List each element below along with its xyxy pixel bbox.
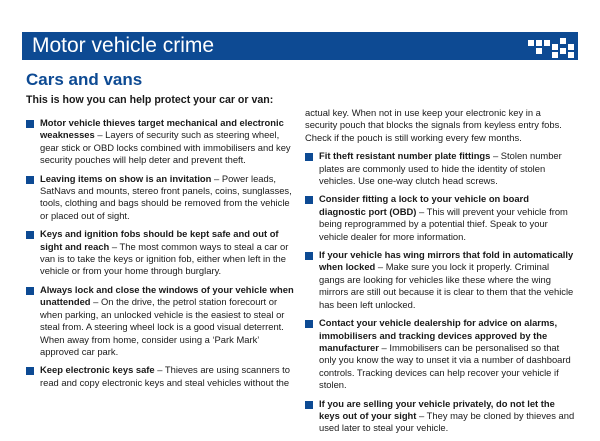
item-text: – Thieves are using scanners to read and copy electronic keys and steal vehicles without the	[40, 364, 290, 388]
bullet-square-icon	[26, 176, 34, 184]
item-text: – Stolen number plates are commonly used to hide the identity of stolen vehicles. Use one-way clutch head screws.	[319, 150, 562, 187]
bullet-square-icon	[305, 252, 313, 260]
continued-text: actual key. When not in use keep your electronic key in a security pouch that blocks the signals from keyless entry fobs. Check if the pouch is still working every few months.	[305, 107, 562, 143]
intro-text: This is how you can help protect your car or van:	[26, 94, 274, 106]
item-heading: Motor vehicle thieves target mechanical and electronic weaknesses	[40, 117, 284, 141]
item-text: – On the drive, the petrol station forecourt or when parking, an unlocked vehicle is the easiest to steal or steal from. A steering wheel lock is a good visual deterrent. When away from home, consider using a ‘Park Mark’ approved car park.	[40, 296, 285, 357]
header-banner	[22, 32, 578, 60]
item-text: – Power leads, SatNavs and mounts, stereo front panels, coins, sunglasses, tools, clothing and bags should be removed from the vehicle or placed out of sight.	[40, 172, 292, 221]
list-item	[305, 317, 575, 391]
item-text: – This will prevent your vehicle from being reprogrammed by a potential thief. Speak to your vehicle dealer for more information.	[319, 205, 568, 242]
item-text: – Immobilisers can be personalised so that only you know the way to unset it via a number of dashboard controls. Tracking devices can help recover your vehicle if stolen.	[319, 341, 571, 391]
bullet-square-icon	[305, 320, 313, 328]
bullet-square-icon	[26, 367, 34, 375]
item-text: – They may be cloned by thieves and used later to steal your vehicle.	[319, 409, 575, 434]
left-column	[26, 117, 296, 395]
item-heading: Leaving items on show is an invitation	[40, 172, 212, 184]
item-text: – The most common ways to steal a car or van is to take the keys or ignition fob, either when left in the vehicle or from your home through burglary.	[40, 240, 289, 277]
item-text: – Make sure you lock it properly. Criminal gangs are looking for vehicles like these where the wing mirrors are still out because it is clear to them that the vehicle has been left unlocked.	[319, 261, 574, 310]
item-heading: If your vehicle has wing mirrors that fold in automatically when locked	[319, 249, 574, 273]
list-item	[305, 398, 575, 435]
bullet-square-icon	[26, 120, 34, 128]
list-item	[305, 193, 575, 243]
item-heading: Fit theft resistant number plate fittings	[319, 150, 491, 162]
item-heading: Keys and ignition fobs should be kept safe and out of sight and reach	[40, 228, 279, 252]
item-text: – Layers of security such as steering wheel, gear stick or OBD locks combined with immobilisers and key security pouches will help deter and prevent theft.	[40, 129, 291, 166]
item-heading: Consider fitting a lock to your vehicle on board diagnostic port (OBD)	[319, 193, 529, 217]
list-item	[305, 150, 575, 187]
bullet-square-icon	[26, 231, 34, 239]
list-item	[26, 117, 296, 167]
item-heading: Keep electronic keys safe	[40, 364, 155, 376]
right-column	[305, 107, 575, 441]
page-title: Motor vehicle crime	[32, 34, 215, 57]
item-heading: If you are selling your vehicle privately, do not let the keys out of your sight	[319, 397, 555, 421]
list-item	[26, 228, 296, 278]
list-item	[26, 364, 296, 389]
item-heading: Always lock and close the windows of your vehicle when unattended	[40, 283, 294, 308]
bullet-square-icon	[305, 196, 313, 204]
bullet-square-icon	[26, 287, 34, 295]
list-item	[26, 173, 296, 223]
section-title: Cars and vans	[26, 70, 143, 89]
list-item	[305, 249, 575, 311]
list-item	[26, 284, 296, 358]
item-heading: Contact your vehicle dealership for advice on alarms, immobilisers and tracking devices approved by the manufacturer	[319, 317, 558, 353]
pixel-squares-logo-icon	[528, 38, 576, 58]
bullet-square-icon	[305, 401, 313, 409]
bullet-square-icon	[305, 153, 313, 161]
